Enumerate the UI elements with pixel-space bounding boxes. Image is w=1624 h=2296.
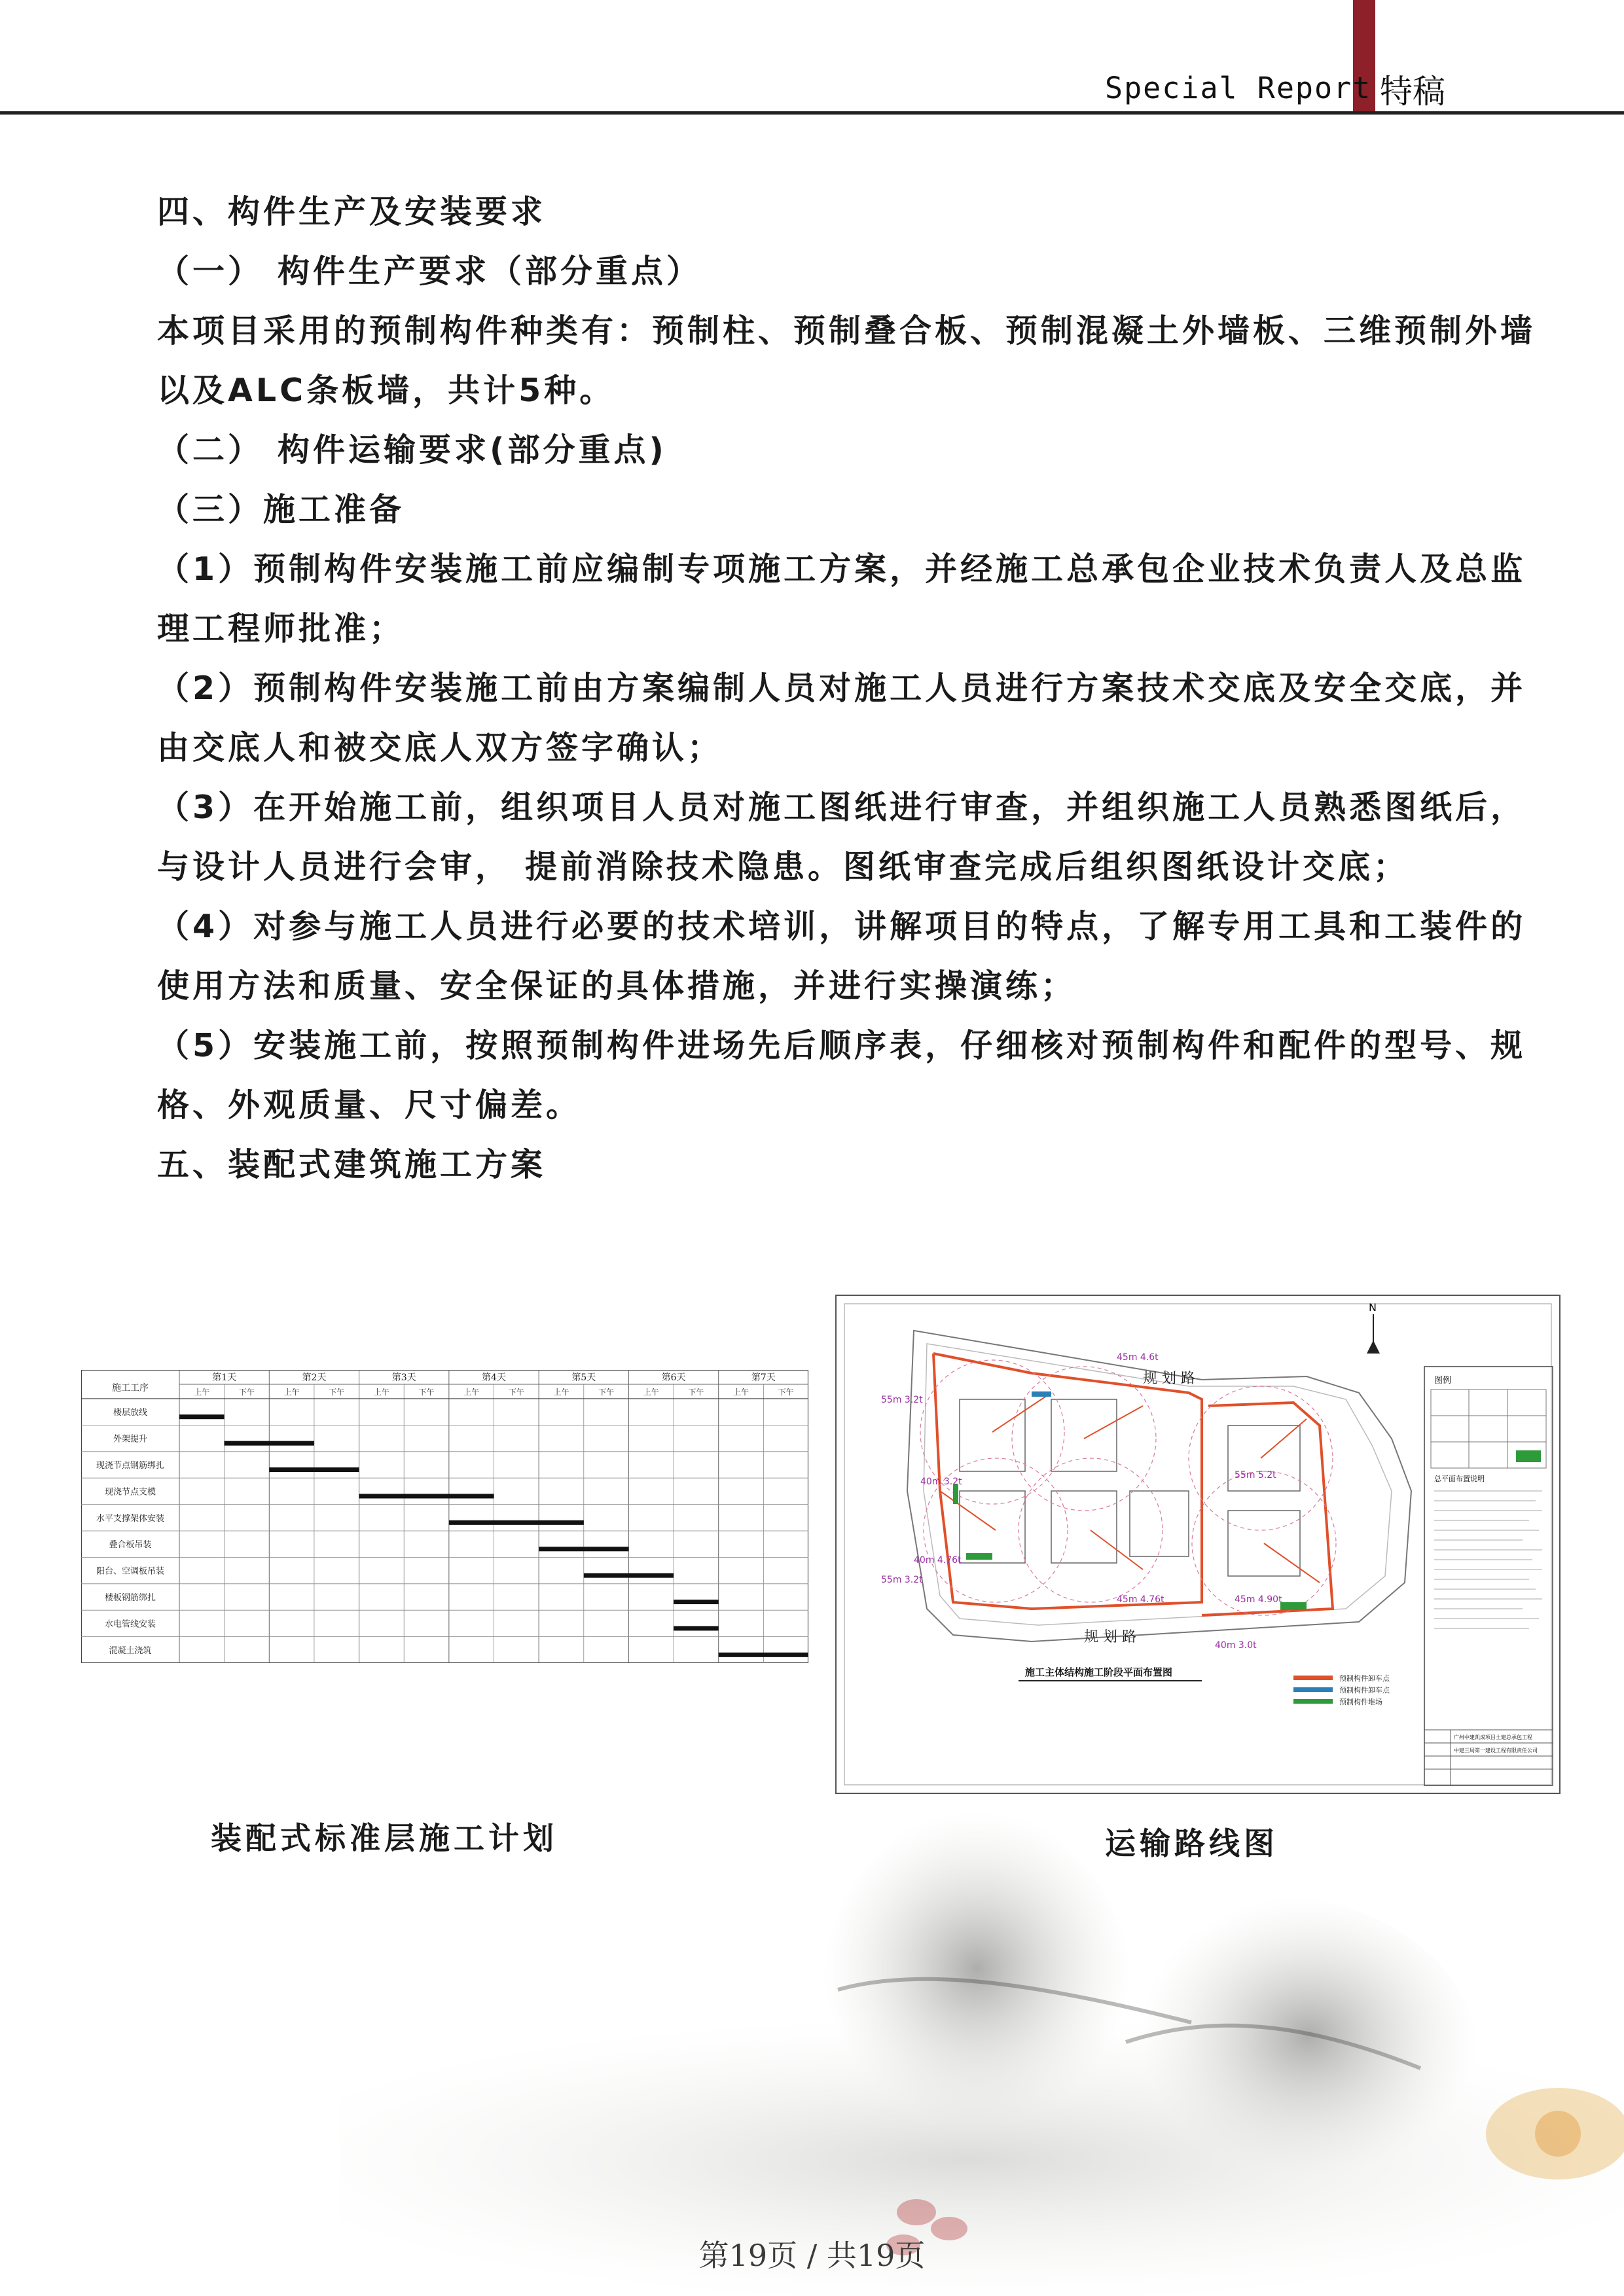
subheading-4-3: （三）施工准备 [157, 491, 405, 528]
schedule-task-label: 水平支撑架体安装 [96, 1513, 165, 1524]
subheading-4-1: （一） 构件生产要求（部分重点） [157, 253, 702, 290]
schedule-day-header: 第4天 [482, 1372, 506, 1383]
heading-5: 五、装配式建筑施工方案 [157, 1146, 547, 1183]
crane-label: 40m 3.2t [920, 1477, 962, 1487]
schedule-task-label: 楼层放线 [113, 1408, 148, 1418]
transport-route-site-plan [835, 1295, 1561, 1794]
page-footer: 第19页 / 共19页 [698, 2238, 926, 2273]
schedule-half-header: 下午 [329, 1388, 345, 1397]
schedule-half-header: 上午 [553, 1388, 569, 1397]
schedule-half-header: 下午 [238, 1388, 255, 1397]
paragraph-item-3: （3）在开始施工前，组织项目人员对施工图纸进行审查，并组织施工人员熟悉图纸后，与设计人员进行会审， 提前消除技术隐患。图纸审查完成后组织图纸设计交底； [157, 789, 1526, 886]
schedule-half-header: 下午 [508, 1388, 524, 1397]
paragraph-component-types: 本项目采用的预制构件种类有：预制柱、预制叠合板、预制混凝土外墙板、三维预制外墙以及ALC条板墙，共计5种。 [157, 312, 1536, 409]
legend-title: 图例 [1434, 1376, 1452, 1386]
schedule-day-header: 第1天 [212, 1372, 237, 1383]
crane-label: 40m 4.76t [914, 1555, 962, 1566]
schedule-task-bar [269, 1467, 359, 1472]
crane-label: 55m 3.2t [881, 1575, 923, 1585]
caption-plan: 运输路线图 [1105, 1826, 1278, 1862]
legend-unload-blue: 预制构件卸车点 [1339, 1686, 1390, 1695]
schedule-corner-label: 施工工序 [112, 1383, 149, 1393]
crane-label: 45m 4.90t [1235, 1594, 1282, 1605]
schedule-half-header: 上午 [283, 1388, 300, 1397]
schedule-task-bar [225, 1441, 314, 1446]
schedule-day-header: 第5天 [571, 1372, 596, 1383]
schedule-half-header: 下午 [598, 1388, 615, 1397]
schedule-task-bar [719, 1653, 808, 1657]
schedule-half-header: 上午 [373, 1388, 389, 1397]
crane-label: 40m 3.0t [1215, 1640, 1257, 1651]
decorative-ink-painting [340, 1793, 1624, 2296]
crane-label: 45m 4.76t [1117, 1594, 1164, 1605]
schedule-task-bar [359, 1494, 494, 1498]
schedule-task-bar [674, 1626, 719, 1630]
construction-schedule-table [81, 1370, 808, 1663]
crane-label: 55m 3.2t [881, 1395, 923, 1405]
plan-road-label-bottom: 规 划 路 [1084, 1629, 1136, 1645]
legend-subtitle: 总平面布置说明 [1434, 1475, 1485, 1483]
schedule-half-header: 上午 [194, 1388, 210, 1397]
paragraph-item-2: （2）预制构件安装施工前由方案编制人员对施工人员进行方案技术交底及安全交底，并由交底人和被交底人双方签字确认； [157, 670, 1526, 766]
schedule-day-header: 第6天 [661, 1372, 686, 1383]
schedule-task-label: 外架提升 [113, 1434, 148, 1444]
article-body [79, 182, 1540, 1194]
schedule-day-header: 第7天 [751, 1372, 776, 1383]
heading-4: 四、构件生产及安装要求 [157, 193, 547, 230]
schedule-half-header: 上午 [733, 1388, 749, 1397]
title-block-project: 广州中建凯成项目土建总承包工程 [1454, 1734, 1532, 1740]
header-section-zh: 特稿 [1380, 73, 1445, 111]
schedule-task-bar [539, 1547, 628, 1551]
schedule-half-header: 下午 [688, 1388, 704, 1397]
schedule-task-label: 阳台、空调板吊装 [96, 1566, 165, 1577]
svg-text:N: N [1369, 1301, 1377, 1314]
schedule-task-bar [449, 1520, 584, 1525]
header-rule [0, 111, 1624, 115]
schedule-task-bar [584, 1573, 674, 1578]
schedule-task-bar [179, 1414, 225, 1419]
schedule-half-header: 上午 [463, 1388, 480, 1397]
schedule-task-label: 现浇节点支模 [104, 1487, 156, 1498]
schedule-task-bar [674, 1600, 719, 1604]
schedule-task-label: 叠合板吊装 [109, 1540, 152, 1551]
header-section-en: Special Report [1105, 71, 1372, 105]
legend-unload-orange: 预制构件卸车点 [1339, 1674, 1390, 1683]
caption-schedule: 装配式标准层施工计划 [211, 1821, 558, 1857]
schedule-task-label: 楼板钢筋绑扎 [104, 1593, 156, 1603]
schedule-day-header: 第3天 [391, 1372, 416, 1383]
schedule-half-header: 下午 [778, 1388, 794, 1397]
schedule-task-label: 水电管线安装 [104, 1619, 156, 1630]
plan-road-label-top: 规 划 路 [1143, 1371, 1195, 1387]
site-plan-title: 施工主体结构施工阶段平面布置图 [1025, 1666, 1173, 1678]
paragraph-item-5: （5）安装施工前，按照预制构件进场先后顺序表，仔细核对预制构件和配件的型号、规格、外观质量、尺寸偏差。 [157, 1027, 1526, 1124]
paragraph-item-1: （1）预制构件安装施工前应编制专项施工方案，并经施工总承包企业技术负责人及总监理工程师批准； [157, 550, 1526, 647]
crane-label: 55m 5.2t [1235, 1470, 1276, 1480]
subheading-4-2: （二） 构件运输要求(部分重点) [157, 431, 667, 469]
schedule-day-header: 第2天 [302, 1372, 327, 1383]
schedule-task-label: 现浇节点钢筋绑扎 [96, 1461, 165, 1471]
title-block-company: 中建三局第一建设工程有限责任公司 [1454, 1748, 1538, 1753]
schedule-task-label: 混凝土浇筑 [109, 1645, 152, 1656]
schedule-frame [82, 1371, 808, 1663]
paragraph-item-4: （4）对参与施工人员进行必要的技术培训，讲解项目的特点，了解专用工具和工装件的使用方法和质量、安全保证的具体措施，并进行实操演练； [157, 908, 1526, 1005]
schedule-half-header: 上午 [643, 1388, 659, 1397]
schedule-half-header: 下午 [418, 1388, 435, 1397]
crane-label: 45m 4.6t [1117, 1352, 1159, 1363]
legend-yard: 预制构件堆场 [1339, 1698, 1382, 1706]
